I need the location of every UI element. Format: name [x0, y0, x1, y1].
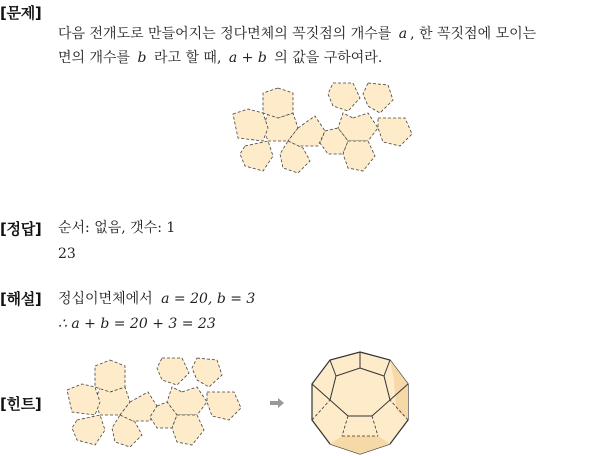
solution-line-1	[58, 289, 255, 309]
answer-line-1: 순서: 없음, 갯수: 1	[58, 220, 176, 236]
problem-text-2b: 라고 할 때,	[153, 50, 222, 66]
problem-text-2c: 의 값을 구하여라.	[274, 50, 383, 66]
expr-a-plus-b: a + b	[228, 50, 267, 66]
hint-net-figure	[62, 354, 252, 454]
problem-tag: [문제]	[0, 4, 42, 22]
hint-tag: [힌트]	[0, 395, 42, 413]
var-a: a	[398, 26, 408, 42]
var-b: b	[137, 50, 147, 66]
problem-text-1b: , 한 꼭짓점에 모이는	[410, 26, 537, 42]
answer-tag: [정답]	[0, 220, 42, 238]
problem-text-1a: 다음 전개도로 만들어지는 정다면체의 꼭짓점의 개수를	[58, 26, 392, 42]
answer-line-2: 23	[58, 246, 76, 262]
dodecahedron-net-figure	[225, 76, 425, 181]
problem-line-2	[58, 48, 382, 68]
solution-prefix: 정십이면체에서	[58, 291, 153, 307]
dodecahedron-solid-figure	[306, 350, 414, 456]
solution-line-2: ∴ a + b = 20 + 3 = 23	[58, 316, 216, 332]
arrow-right-icon	[270, 398, 284, 408]
solution-tag: [해설]	[0, 290, 42, 308]
solution-values: a = 20, b = 3	[161, 291, 256, 307]
problem-text-2a: 면의 개수를	[58, 50, 131, 66]
problem-line-1	[58, 24, 536, 44]
